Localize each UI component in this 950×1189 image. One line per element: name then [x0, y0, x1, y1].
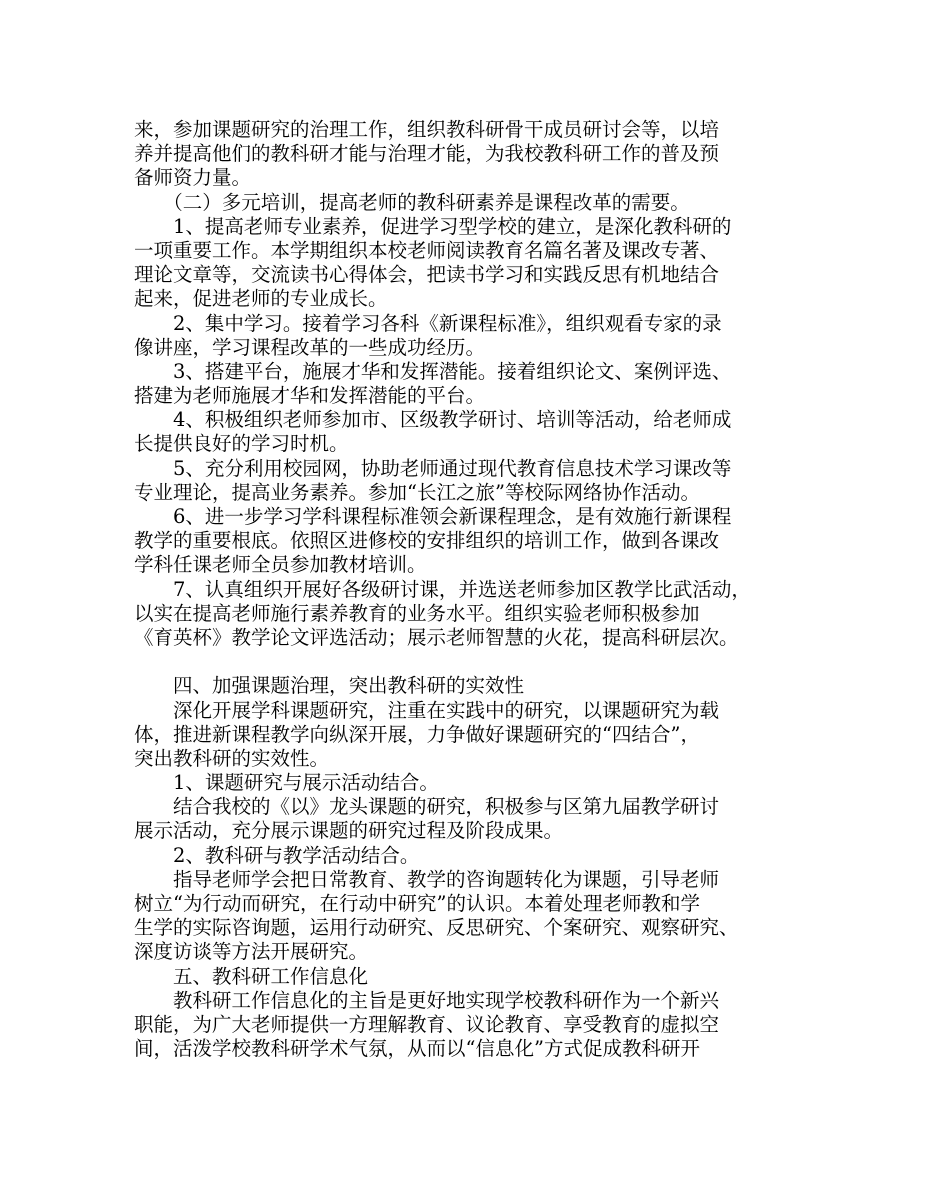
text-line: 职能，为广大老师提供一方理解教育、议论教育、享受教育的虚拟空	[134, 1012, 720, 1036]
text-line: 指导老师学会把日常教育、教学的咨询题转化为课题，引导老师	[134, 867, 720, 891]
blank-line	[134, 650, 824, 674]
text-line: 搭建为老师施展才华和发挥潜能的平台。	[134, 384, 486, 408]
text-line: 体，推进新课程教学向纵深开展，力争做好课题研究的“四结合”，	[134, 722, 700, 746]
text-line: 1、提高老师专业素养，促进学习型学校的建立，是深化教科研的	[134, 214, 732, 238]
text-line: 生学的实际咨询题，运用行动研究、反思研究、个案研究、观察研究、	[134, 916, 739, 940]
text-line: 结合我校的《以》龙头课题的研究，积极参与区第九届教学研讨	[134, 795, 720, 819]
text-line: 6、进一步学习学科课程标准领会新课程理念，是有效施行新课程	[134, 505, 732, 528]
text-line: 《育英杯》教学论文评选活动；展示老师智慧的火花，提高科研层次。	[134, 625, 739, 649]
text-line: 来，参加课题研究的治理工作，组织教科研骨干成员研讨会等，以培	[134, 118, 720, 141]
text-line: 5、充分利用校园网，协助老师通过现代教育信息技术学习课改等	[134, 456, 732, 480]
text-line: 长提供良好的学习时机。	[134, 432, 349, 456]
text-line: 教科研工作信息化的主旨是更好地实现学校教科研作为一个新兴	[134, 988, 720, 1012]
document-body	[134, 118, 824, 1061]
text-line: 教学的重要根底。依照区进修校的安排组织的培训工作，做到各课改	[134, 529, 720, 553]
text-line: 树立“为行动而研究，在行动中研究”的认识。本着处理老师教和学	[134, 892, 700, 915]
text-line: 突出教科研的实效性。	[134, 746, 330, 770]
text-line: 4、积极组织老师参加市、区级教学研讨、培训等活动，给老师成	[134, 408, 732, 432]
section-heading: （二）多元培训，提高老师的教科研素养是课程改革的需要。	[134, 190, 690, 214]
text-line: 2、集中学习。接着学习各科《新课程标准》，组织观看专家的录	[134, 311, 722, 335]
text-line: 以实在提高老师施行素养教育的业务水平。组织实验老师积极参加	[134, 601, 700, 625]
text-line: 专业理论，提高业务素养。参加“长江之旅”等校际网络协作活动。	[134, 480, 700, 504]
text-line: 像讲座，学习课程改革的一些成功经历。	[134, 335, 486, 359]
text-line: 3、搭建平台，施展才华和发挥潜能。接着组织论文、案例评选、	[134, 359, 732, 383]
section-heading: 五、教科研工作信息化	[134, 964, 369, 988]
text-line: 深化开展学科课题研究，注重在实践中的研究，以课题研究为载	[134, 698, 720, 722]
text-line: 2、教科研与教学活动结合。	[134, 843, 420, 867]
text-line: 一项重要工作。本学期组织本校老师阅读教育名篇名著及课改专著、	[134, 238, 720, 262]
section-heading: 四、加强课题治理，突出教科研的实效性	[134, 674, 525, 698]
text-line: 间，活泼学校教科研学术气氛，从而以“信息化”方式促成教科研开	[134, 1037, 700, 1061]
text-line: 深度访谈等方法开展研究。	[134, 940, 369, 964]
text-line: 1、课题研究与展示活动结合。	[134, 771, 439, 795]
text-line: 起来，促进老师的专业成长。	[134, 287, 388, 311]
text-line: 养并提高他们的教科研才能与治理才能，为我校教科研工作的普及预	[134, 142, 720, 166]
text-line: 7、认真组织开展好各级研讨课，并选送老师参加区教学比武活动，	[134, 577, 751, 601]
text-line: 理论文章等，交流读书心得体会，把读书学习和实践反思有机地结合	[134, 263, 720, 287]
text-line: 学科任课老师全员参加教材培训。	[134, 553, 427, 577]
text-line: 展示活动，充分展示课题的研究过程及阶段成果。	[134, 819, 564, 843]
text-line: 备师资力量。	[134, 166, 252, 190]
